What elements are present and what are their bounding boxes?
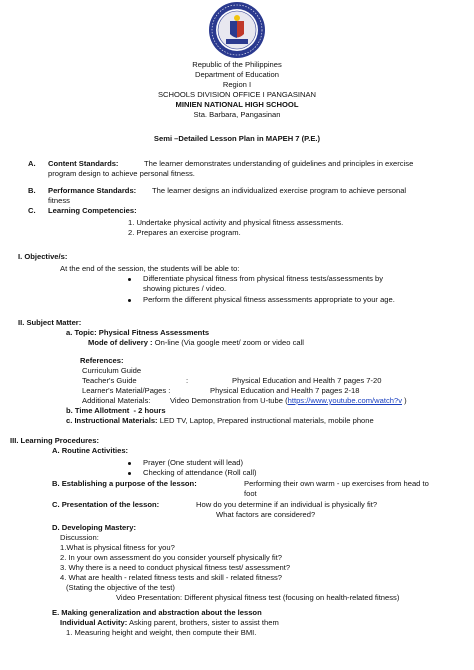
reference-additional-materials-label: Additional Materials: — [82, 396, 151, 405]
subject-matter-heading: II. Subject Matter: — [18, 318, 82, 327]
objective-item-2: Perform the different physical fitness assessments appropriate to your age. — [128, 295, 395, 305]
routine-item-attendance: Checking of attendance (Roll call) — [128, 468, 257, 478]
reference-teachers-guide-colon: : — [186, 376, 189, 385]
instructional-materials: c. Instructional Materials: LED TV, Laptop, Prepared instructional materials, mobile phone — [66, 416, 374, 425]
section-b-label: B. — [28, 186, 36, 195]
bullet-icon — [128, 462, 131, 465]
video-presentation: Video Presentation: Different physical fitness test (focusing on health-related fitness) — [116, 593, 400, 602]
bullet-icon — [128, 278, 131, 281]
establishing-purpose-text-cont: foot — [244, 489, 257, 498]
learning-competencies-heading: Learning Competencies: — [48, 206, 137, 215]
bullet-icon — [128, 299, 131, 302]
reference-teachers-guide-value: Physical Education and Health 7 pages 7-20 — [232, 376, 382, 385]
routine-item-prayer: Prayer (One student will lead) — [128, 458, 243, 468]
individual-activity: Individual Activity: Asking parent, brothers, sister to assist them — [60, 618, 279, 627]
reference-additional-materials-value: Video Demonstration from U-tube (https://www.youtube.com/watch?v ) — [170, 396, 407, 405]
competency-item-2: 2. Prepares an exercise program. — [128, 228, 241, 237]
performance-standards-heading: Performance Standards: — [48, 186, 137, 195]
content-standards-heading: Content Standards: — [48, 159, 119, 168]
discussion-question-4-note: (Stating the objective of the test) — [66, 583, 175, 592]
discussion-question-1: 1.What is physical fitness for you? — [60, 543, 175, 552]
discussion-question-4: 4. What are health - related fitness tests and skill - related fitness? — [60, 573, 283, 582]
youtube-link[interactable]: https://www.youtube.com/watch?v — [287, 396, 403, 405]
section-c-label: C. — [28, 206, 36, 215]
header-school: MINIEN NATIONAL HIGH SCHOOL — [175, 100, 299, 109]
objective-item-1-cont: showing pictures / video. — [143, 284, 227, 293]
individual-activity-item-1: 1. Measuring height and weight, then compute their BMI. — [66, 628, 257, 637]
header-location: Sta. Barbara, Pangasinan — [193, 110, 281, 119]
bullet-icon — [128, 472, 131, 475]
learning-procedures-heading: III. Learning Procedures: — [10, 436, 100, 445]
reference-learners-material-value: Physical Education and Health 7 pages 2-18 — [210, 386, 360, 395]
routine-activities-heading: A. Routine Activities: — [52, 446, 129, 455]
header-division: SCHOOLS DIVISION OFFICE I PANGASINAN — [157, 90, 317, 99]
lesson-plan-title: Semi –Detailed Lesson Plan in MAPEH 7 (P.E.) — [153, 134, 321, 143]
objectives-heading: I. Objective/s: — [18, 252, 68, 261]
discussion-label: Discussion: — [60, 533, 99, 542]
establishing-purpose-heading: B. Establishing a purpose of the lesson: — [52, 479, 197, 488]
objective-item-1: Differentiate physical fitness from physical fitness tests/assessments by — [128, 274, 383, 284]
header-republic: Republic of the Philippines — [192, 60, 282, 69]
header-region: Region I — [222, 80, 252, 89]
section-a-label: A. — [28, 159, 36, 168]
presentation-question-2: What factors are considered? — [216, 510, 316, 519]
discussion-question-2: 2. In your own assessment do you consider yourself physically fit? — [60, 553, 283, 562]
mode-of-delivery: Mode of delivery : On-line (Via google meet/ zoom or video call — [88, 338, 304, 347]
content-standards-text: The learner demonstrates understanding of guidelines and principles in exercise — [144, 159, 414, 168]
reference-curriculum-guide: Curriculum Guide — [82, 366, 142, 375]
establishing-purpose-text: Performing their own warm - up exercises from head to — [244, 479, 429, 488]
discussion-question-3: 3. Why there is a need to conduct physical fitness test/ assessment? — [60, 563, 291, 572]
presentation-question-1: How do you determine if an individual is physically fit? — [196, 500, 378, 509]
performance-standards-text-cont: fitness — [48, 196, 70, 205]
reference-teachers-guide-label: Teacher's Guide — [82, 376, 137, 385]
competency-item-1: 1. Undertake physical activity and physical fitness assessments. — [128, 218, 344, 227]
references-heading: References: — [80, 356, 124, 365]
reference-learners-material-label: Learner's Material/Pages : — [82, 386, 171, 395]
performance-standards-text: The learner designs an individualized exercise program to achieve personal — [152, 186, 407, 195]
header-department: Department of Education — [194, 70, 279, 79]
developing-mastery-heading: D. Developing Mastery: — [52, 523, 136, 532]
objectives-intro: At the end of the session, the students will be able to: — [60, 264, 240, 273]
content-standards-text-cont: program design to achieve personal fitness. — [48, 169, 195, 178]
time-allotment: b. Time Allotment - 2 hours — [66, 406, 166, 415]
presentation-heading: C. Presentation of the lesson: — [52, 500, 160, 509]
generalization-heading: E. Making generalization and abstraction about the lesson — [52, 608, 262, 617]
deped-seal-logo — [208, 1, 266, 59]
topic: a. Topic: Physical Fitness Assessments — [66, 328, 210, 337]
